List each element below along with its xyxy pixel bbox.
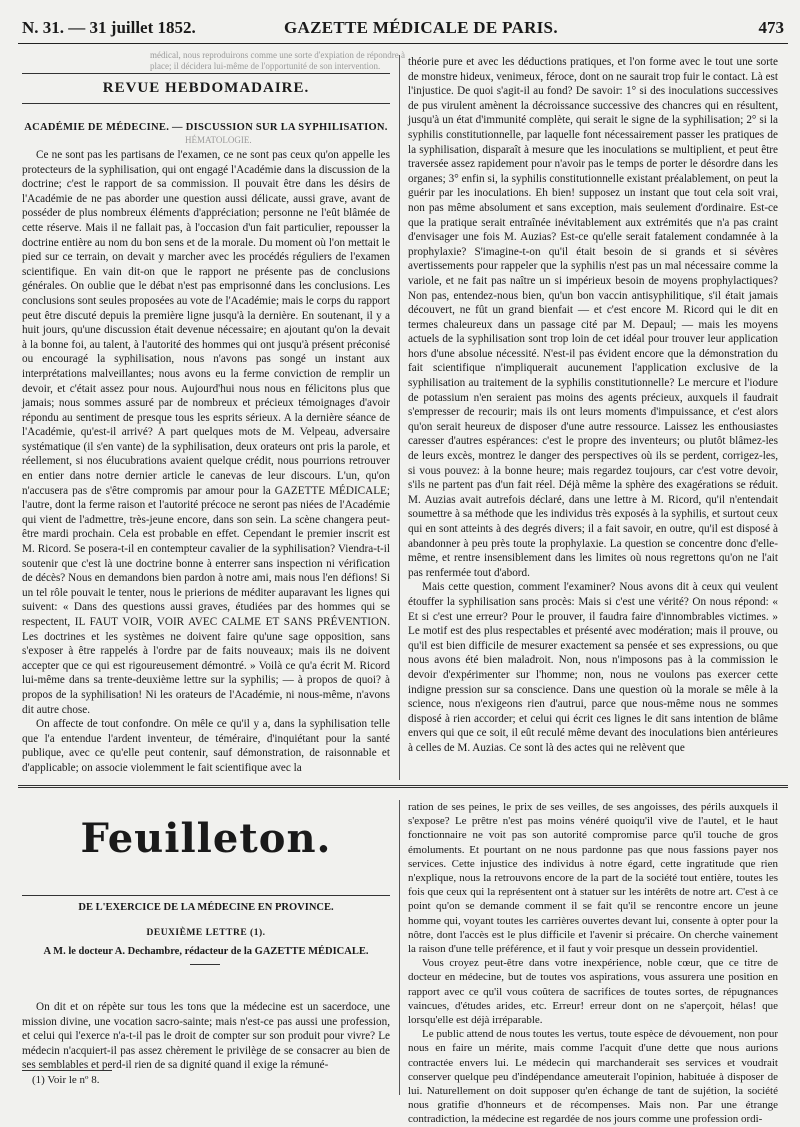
revue-title: REVUE HEBDOMADAIRE. bbox=[102, 80, 310, 96]
feuilleton-paragraph: Le public attend de nous toutes les vertus, toute espèce de dévouement, non pour nous en faire un mérite, mais comme l'acquit d'une dette que nous aurions contractée envers lui. Le médecin qui marchanderait ses services et voudrait conserver quelque peu d'indépendance ameuterait l'opinion, habituée à disposer de lui. Naturellement on doit supposer qu'en échange de tant de sujétion, la société nous gratifie d'honneurs et de récompenses. Mais non. Par une étrange contradiction, la médecine est regardée de nos jours comme une profession ordi- bbox=[408, 1028, 778, 1126]
address-rule bbox=[190, 964, 220, 965]
feuilleton-paragraph: On dit et on répète sur tous les tons que la médecine est un sacerdoce, une mission divine, une vocation sacro-sainte; mais n'est-ce pas aussi une profession, et celui qui l'exerce n'a-t-il pas le droit de compter sur son produit pour vivre? Le médecin n'acquiert-il pas assez chèrement le privilège de se consacrer au bien de ses semblables et perd-il rien de sa dignité quand il exige la rémuné- bbox=[22, 1001, 390, 1072]
feuilleton-subtitle: DE L'EXERCICE DE LA MÉDECINE EN PROVINCE. bbox=[78, 902, 334, 913]
feuilleton-paragraph: ration de ses peines, le prix de ses veilles, de ses angoisses, des périls auxquels il s'expose? Le prêtre n'est pas moins vénéré quoiqu'il vive de l'autel, et le haut fonctionnaire ne voit pas son autorité compromise parce qu'il touche de gros émoluments. Et pourtant on ne nous pardonne pas que nous fassions payer nos services. Cette injustice des individus à notre égard, cette ingratitude que rien n'explique, nous la retrouvons encore de la part de la société tout entière, toutes les fois que ceux qui la représentent ont à statuer sur les intérêts de notre art. C'est à ce point qu'on se demande comment il se fait qu'il se rencontre encore un jeune homme qui, voyant toutes les carrières ouvertes devant lui, consente à opter pour la nôtre, dont l'accès est le plus difficile et l'avenir si précaire. On cherche vainement la raison d'une telle préférence, et il faut y voir presque un dessein providentiel. bbox=[408, 801, 778, 956]
feuilleton-address: A M. le docteur A. Dechambre, rédacteur de la GAZETTE MÉDICALE. bbox=[43, 946, 369, 957]
bleed-through-text-2: place; il décidera lui-même de l'opportunité de son intervention. bbox=[150, 61, 381, 71]
column-divider bbox=[399, 55, 400, 780]
masthead bbox=[22, 18, 784, 40]
feuilleton-paragraph: Vous croyez peut-être dans votre inexpérience, noble cœur, que ce titre de docteur en médecine, but de toutes vos aspirations, vous assurera une position en rapport avec ce qu'il vous coûtera de sacrifices de toutes sortes, de répugnances vaincues, d'études arides, etc. Erreur! erreur dont on ne s'aperçoit, hélas! que lorsqu'elle est déjà irréparable. bbox=[408, 957, 778, 1027]
feuilleton-right-text bbox=[408, 800, 778, 1126]
footnote-rule bbox=[22, 1070, 112, 1071]
publication-title: GAZETTE MÉDICALE DE PARIS. bbox=[284, 18, 558, 37]
page-number: 473 bbox=[758, 18, 784, 37]
article-paragraph: On affecte de tout confondre. On mêle ce qu'il y a, dans la syphilisation telle que l'a entendue l'ardent inventeur, de téméraire, d'inquiétant pour la santé publique, avec ce qu'elle peut contenir, sauf démonstration, de raisonnable et d'applicable; on associe violemment le fait scientifique avec la bbox=[22, 718, 390, 774]
issue-date: N. 31. — 31 juillet 1852. bbox=[22, 18, 196, 37]
article-paragraph: Mais cette question, comment l'examiner? Nous avons dit à ceux qui veulent étouffer la syphilisation sans procès: Mais si c'est une vérité? On nous répond: « Et si c'est une erreur? Pour le prouver, il faudra faire d'innombrables victimes. » Le motif est des plus respectables et présenté avec modération; mais il prouve, ou qu'il est bien difficile de mesurer exactement sa pensée et ses expressions, ou que nous avons été bien maladroit. Non, nous n'imposons pas à la commission le devoir d'expérimenter sur l'homme; non, nous ne voulons pas exercer cette indigne pression sur sa conscience. Dans une question où la morale se mêle à la science, nous n'exigeons rien d'autrui, parce que nous-même nous ne sommes disposé à rien accorder; et celui qui écrit ces lignes le dit sans intention de blâme envers qui que ce soit, il eût reculé même devant des inoculations bien antérieures à celles de M. Auzias. Ce sont là des actes qui ne relèvent que bbox=[408, 581, 778, 754]
masthead-rule bbox=[18, 43, 788, 44]
column-divider-bottom bbox=[399, 800, 400, 1095]
article-paragraph: Ce ne sont pas les partisans de l'examen, ce ne sont pas ceux qu'on appelle les protecteurs de la syphilisation, qui ont engagé l'Académie dans la discussion de la doctrine; c'est le rapport de sa commission. Il pouvait être dans les désirs de l'Académie de ne pas aborder une question aussi délicate, aussi grave, avant de posséder de plus nombreux éléments d'appréciation; personne ne l'eût blâmée de cette réserve. Mais il ne fallait pas, à l'occasion d'un fait particulier, repousser la doctrine entière au nom du bon sens et de la morale. Du moment où l'on mettait le pied sur ce terrain, on devait y marcher avec les procédés réguliers de l'examen scientifique. En vain dit-on que le rapport ne présente pas de conclusions générales. On oublie que le débat n'est pas emprisonné dans les conclusions. Les conclusions sont seules proposées au vote de l'Académie; mais le corps du rapport peut être discuté depuis la première ligne jusqu'à la dernière. En soutenant, il y a huit jours, qu'une discussion était devenue nécessaire; en ajoutant qu'on la devait à la bonne foi, au talent, à l'autorité des hommes qui ont jusqu'à présent préconisé ou encouragé la syphilisation, nous n'avons pas songé un instant aux interprétations malveillantes; nous avons eu la ferme conviction de remplir un devoir, et c'était assez pour nous. Aujourd'hui nous nous en félicitons plus que jamais; nous sommes assuré par de nombreux et précieux témoignages d'avoir répondu au sentiment de presque tous les esprits sérieux. A la dernière séance de l'Académie, qu'est-il arrivé? A part quelques mots de M. Velpeau, adversaire systématique (il s'en vante) de la syphilisation, deux orateurs ont pris la parole, et réellement, si nos élucubrations avaient quelque crédit, nous pourrions retrouver en entier dans notre dernier article le canevas de leur discours. L'un, qu'on n'accusera pas de s'être compromis par amour pour la GAZETTE MÉDICALE; l'autre, dont la ferme raison et l'autorité précoce ne seront pas niées de l'Académie qui vient de l'admettre, très-jeune encore, dans son sein. La scène changera peut-être mardi prochain. Cela est probable en effet. Cependant le premier inscrit est M. Ricord. Se posera-t-il en contempteur cavalier de la syphilisation? Viendra-t-il soutenir que c'est là une doctrine bonne à enterrer sans inspection ni vérification de décès? Nous en demandons bien pardon à notre ami, mais nous l'en défions! Si un tel rôle pouvait le tenter, nous le prierions de méditer auparavant les lignes qui suivent: « Dans des questions aussi graves, étudiées par des hommes qui se respectent, IL FAUT VOIR, VOIR AVEC CALME ET SANS PRÉVENTION. Les doctrines et les systèmes ne doivent faire qu'une sage opposition, sans s'exposer à être rappelés à l'ordre par de faits nouveaux; mais ils ne doivent accepter que ce qui est rigoureusement démontré. » Voilà ce qu'a écrit M. Ricord lui-même dans sa trente-deuxième lettre sur la syphilis; — à propos de quoi? à propos de la syphilisation! Ni les orateurs de l'Académie, ni nous-même, n'avons dit autre chose. bbox=[22, 149, 391, 716]
article-paragraph: théorie pure et avec les déductions pratiques, et l'on forme avec le tout une sorte de monstre hideux, venimeux, féroce, dont on ne saurait trop fuir le contact. Là est l'injustice. De quoi s'agit-il au fond? De savoir: 1° si des inoculations successives de pus virulent amènent la décroissance successive des chancres qui en résultent, jusqu'à un état d'immunité complète, qui serait le signe de la syphilisation; 2° si la syphilis constitutionnelle, par laquelle font nécessairement passer les pratiques de la syphilisation, disparaît à mesure que les inoculations se multiplient, et peut être traversée assez rapidement pour n'avoir pas le temps de porter le désordre dans les organes; 3° enfin si, la syphilis constitutionnelle existant préalablement, on peut la guérir par les inoculations. Eh bien! supposez un instant que tout cela soit vrai, non pas même absolument et sans exception, mais seulement d'ordinaire. Est-ce que la pratique serait entraînée inévitablement aux extrémités que n'a pas craint d'envisager une fois M. Auzias? Est-ce qu'elle serait fatalement condamnée à la prophylaxie? S'imagine-t-on qu'il était besoin de si grands et si sévères avertissements pour rappeler que la syphilis n'est pas un mal nécessaire comme la variole, et ne fait pas naître un si impérieux besoin de moyens prophylactiques? Non pas, entendez-nous bien, qu'un bon vaccin antisyphilitique, s'il était jamais découvert, ne fût un grand bienfait — et c'est encore M. Ricord qui le dit en termes chaleureux dans un passage cité par M. Depaul; — mais les moyens actuels de la syphilisation sont trop loin de cet idéal pour trouver leur application hors d'une absolue nécessité. N'est-il pas évident encore que la démonstration du fait scientifique n'impliquerait aucunement l'application exclusive de la syphilisation au traitement de la syphilis constitutionnelle? Le mercure et l'iodure de potassium n'en seraient pas moins des agents précieux, auxquels il faudrait s'empresser de recourir; mais ils ont leurs moments d'impuissance, et c'est alors qu'on serait heureux de disposer d'une autre ressource. Laissez les enthousiastes caresser d'autres espérances: c'est le propre des inventeurs; ou plutôt blâmez-les de leurs excès, montrez le danger des perspectives où ils se perdent, corrigez-les, si vous pouvez: à la bonne heure; mais regardez toujours, car c'est votre devoir, s'ils ne partent pas d'un fait réel. Déjà même la sphère des exagérations se réduit. M. Auzias avait autrefois déclaré, dans une lettre à M. Ricord, qu'il n'entendait soumettre à sa méthode que les individus très exposés à la syphilis, et surtout ceux qui en sont atteints à des degrés divers; il a fait savoir, en outre, qu'il est disposé à abandonner à peu près toute la prophylaxie. La question se concentre donc d'elle-même, et rentre insensiblement dans les limites où nous regrettons qu'on ne l'ait pas renfermée tout d'abord. bbox=[408, 56, 778, 579]
bleed-through-text-3: HÉMATOLOGIE. bbox=[185, 135, 252, 145]
revue-rule-top bbox=[22, 73, 390, 74]
revue-rule-bottom bbox=[22, 103, 390, 104]
footnote: (1) Voir le nº 8. bbox=[32, 1074, 100, 1086]
bleed-through-text-1: médical, nous reproduirons comme une sorte d'expiation de répondre à bbox=[150, 50, 406, 60]
feuilleton-separator bbox=[18, 785, 788, 788]
right-column-article bbox=[408, 55, 778, 780]
feuilleton-rule bbox=[22, 895, 390, 896]
section-heading: ACADÉMIE DE MÉDECINE. — DISCUSSION SUR LA SYPHILISATION. bbox=[24, 122, 388, 133]
left-column-article bbox=[22, 148, 390, 780]
feuilleton-letter-number: DEUXIÈME LETTRE (1). bbox=[146, 928, 266, 938]
feuilleton-title: Feuilleton. bbox=[80, 815, 332, 862]
feuilleton-left-text bbox=[22, 1000, 390, 1072]
